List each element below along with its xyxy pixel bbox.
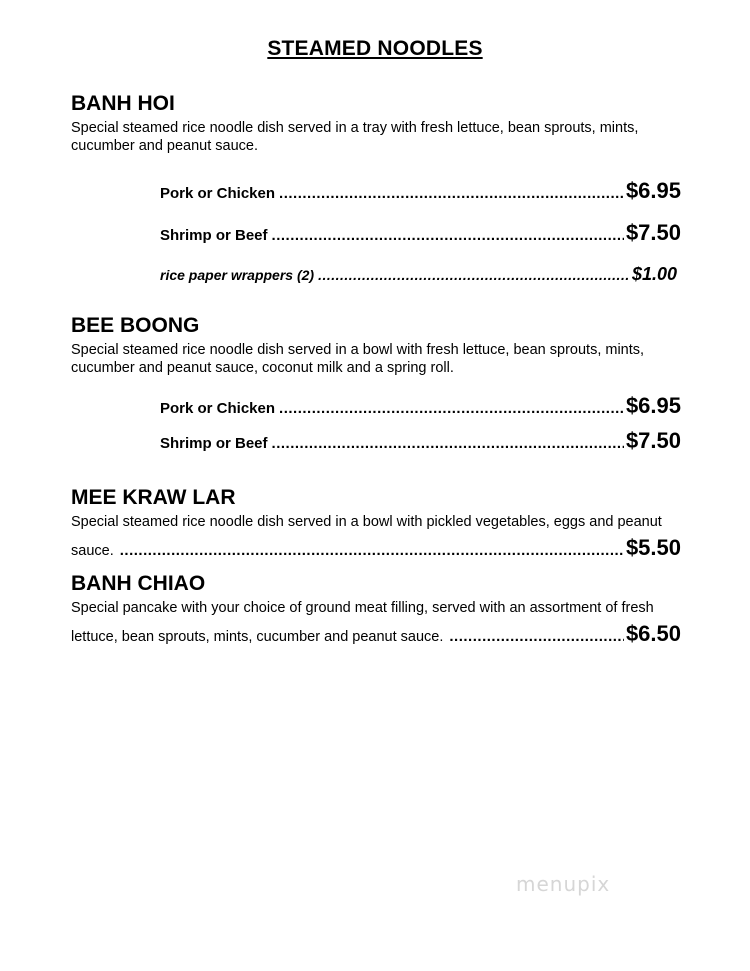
description-continued: lettuce, bean sprouts, mints, cucumber and peanut sauce. bbox=[71, 629, 444, 645]
dot-leader bbox=[120, 542, 624, 559]
page-title: STEAMED NOODLES bbox=[267, 37, 483, 60]
menupix-watermark: menupix bbox=[516, 872, 611, 896]
dot-leader bbox=[318, 267, 630, 283]
section-title: BANH HOI bbox=[71, 92, 175, 115]
section-description: Special steamed rice noodle dish served in a tray with fresh lettuce, bean sprouts, mints, cucumber and peanut sauce. bbox=[71, 120, 639, 154]
description-continued: sauce. bbox=[71, 543, 114, 559]
menu-item-banh-chiao bbox=[71, 621, 681, 647]
section-description: Special pancake with your choice of ground meat filling, served with an assortment of fresh bbox=[71, 600, 654, 616]
item-label: Shrimp or Beef bbox=[160, 227, 268, 244]
item-price: $7.50 bbox=[625, 428, 681, 453]
dot-leader bbox=[279, 400, 624, 417]
section-description: Special steamed rice noodle dish served in a bowl with fresh lettuce, bean sprouts, mints, cucumber and peanut sauce, coconut milk and a spring roll. bbox=[71, 342, 645, 376]
item-price: $7.50 bbox=[625, 220, 681, 245]
section-title: BEE BOONG bbox=[71, 314, 200, 337]
item-price: $6.95 bbox=[625, 178, 681, 203]
dot-leader bbox=[449, 628, 624, 645]
dot-leader bbox=[279, 185, 624, 202]
section-bee-boong bbox=[71, 313, 681, 454]
section-title: MEE KRAW LAR bbox=[71, 486, 236, 509]
dot-leader bbox=[272, 227, 624, 244]
menu-item-mee-kraw-lar bbox=[71, 535, 681, 561]
menu-item-pork-chicken bbox=[160, 393, 681, 419]
item-price: $6.95 bbox=[625, 393, 681, 418]
dot-leader bbox=[272, 435, 624, 452]
item-price: $6.50 bbox=[625, 621, 681, 646]
menu-item-pork-chicken bbox=[160, 178, 681, 204]
item-label: Pork or Chicken bbox=[160, 400, 276, 417]
menu-item-shrimp-beef bbox=[160, 428, 681, 454]
section-title: BANH CHIAO bbox=[71, 572, 206, 595]
item-label: rice paper wrappers (2) bbox=[160, 267, 315, 283]
item-price: $5.50 bbox=[625, 535, 681, 560]
section-banh-hoi bbox=[71, 91, 681, 285]
item-price: $1.00 bbox=[631, 264, 677, 284]
section-banh-chiao bbox=[71, 571, 681, 647]
menu-item-rice-paper bbox=[160, 264, 677, 285]
item-label: Shrimp or Beef bbox=[160, 435, 268, 452]
item-label: Pork or Chicken bbox=[160, 185, 276, 202]
menu-item-shrimp-beef bbox=[160, 220, 681, 246]
section-description: Special steamed rice noodle dish served in a bowl with pickled vegetables, eggs and peanut bbox=[71, 514, 662, 530]
section-mee-kraw-lar bbox=[71, 485, 681, 561]
